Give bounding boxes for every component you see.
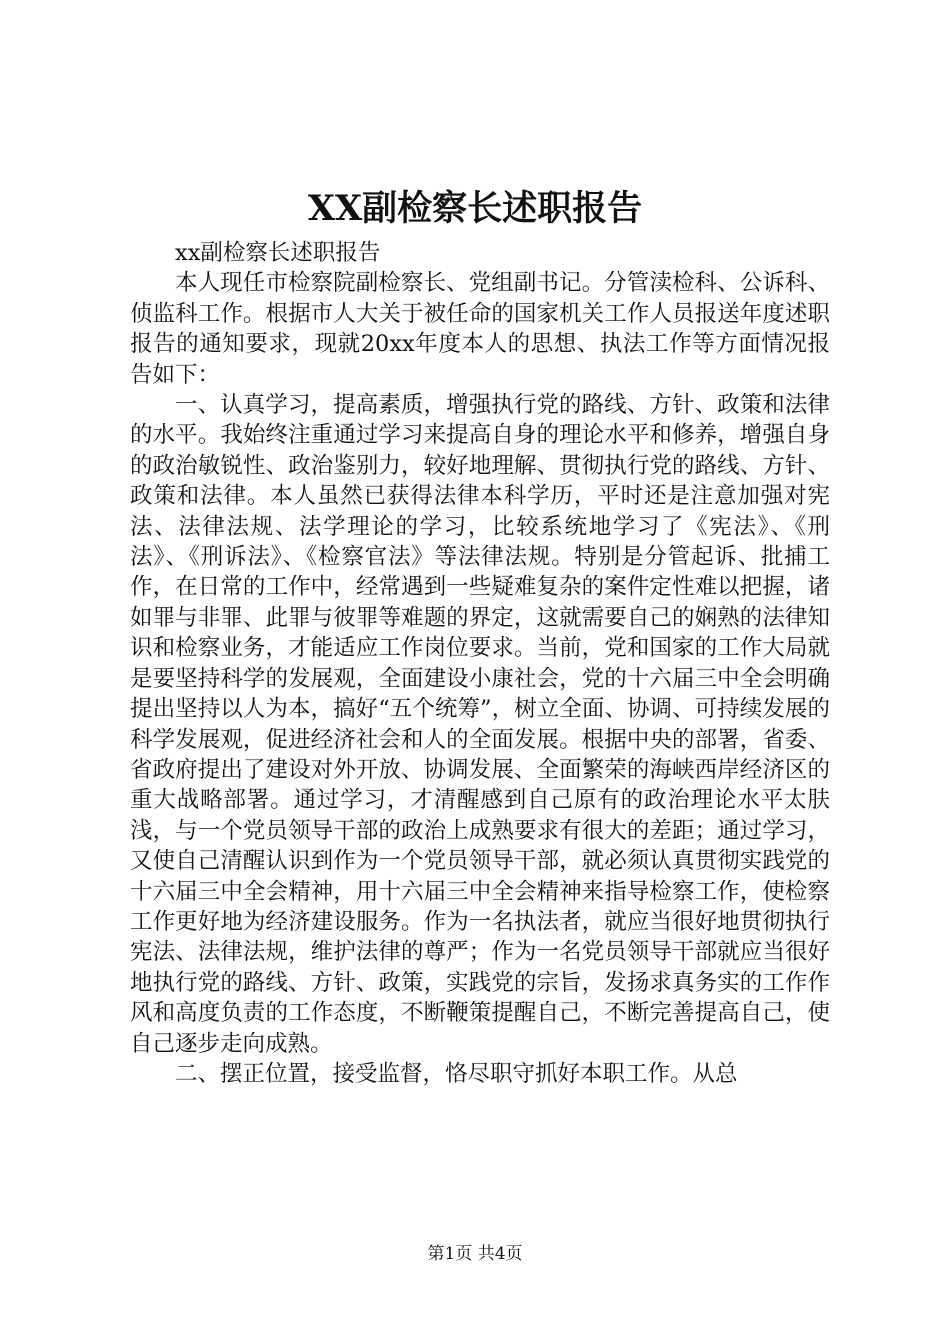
page-footer: 第1页 共4页 bbox=[427, 1244, 523, 1264]
document-body bbox=[130, 238, 830, 1089]
document-title: XX副检察长述职报告 bbox=[307, 188, 643, 229]
paragraph-section-1: 一、认真学习，提高素质，增强执行党的路线、方针、政策和法律的水平。我始终注重通过学习来提高自身的理论水平和修养，增强自身的政治敏锐性、政治鉴别力，较好地理解、贯彻执行党的路线、方针、政策和法律。本人虽然已获得法律本科学历，平时还是注意加强对宪法、法律法规、法学理论的学习，比较系统地学习了《宪法》、《刑法》、《刑诉法》、《检察官法》等法律法规。特别是分管起诉、批捕工作，在日常的工作中，经常遇到一些疑难复杂的案件定性难以把握，诸如罪与非罪、此罪与彼罪等难题的界定，这就需要自己的娴熟的法律知识和检察业务，才能适应工作岗位要求。当前，党和国家的工作大局就是要坚持科学的发展观，全面建设小康社会，党的十六届三中全会明确提出坚持以人为本，搞好“五个统筹”，树立全面、协调、可持续发展的科学发展观，促进经济社会和人的全面发展。根据中央的部署，省委、省政府提出了建设对外开放、协调发展、全面繁荣的海峡西岸经济区的重大战略部署。通过学习，才清醒感到自己原有的政治理论水平太肤浅，与一个党员领导干部的政治上成熟要求有很大的差距；通过学习，又使自己清醒认识到作为一个党员领导干部，就必须认真贯彻实践党的十六届三中全会精神，用十六届三中全会精神来指导检察工作，使检察工作更好地为经济建设服务。作为一名执法者，就应当很好地贯彻执行宪法、法律法规，维护法律的尊严；作为一名党员领导干部就应当很好地执行党的路线、方针、政策，实践党的宗旨，发扬求真务实的工作作风和高度负责的工作态度，不断鞭策提醒自己，不断完善提高自己，使自己逐步走向成熟。 bbox=[130, 392, 830, 1057]
paragraph-intro: 本人现任市检察院副检察长、党组副书记。分管渎检科、公诉科、侦监科工作。根据市人大关于被任命的国家机关工作人员报送年度述职报告的通知要求，现就20xx年度本人的思想、执法工作等方面情况报告如下： bbox=[130, 270, 830, 388]
document-subtitle: xx副检察长述职报告 bbox=[175, 240, 381, 266]
paragraph-section-2: 二、摆正位置，接受监督，恪尽职守抓好本职工作。从总 bbox=[175, 1060, 738, 1087]
